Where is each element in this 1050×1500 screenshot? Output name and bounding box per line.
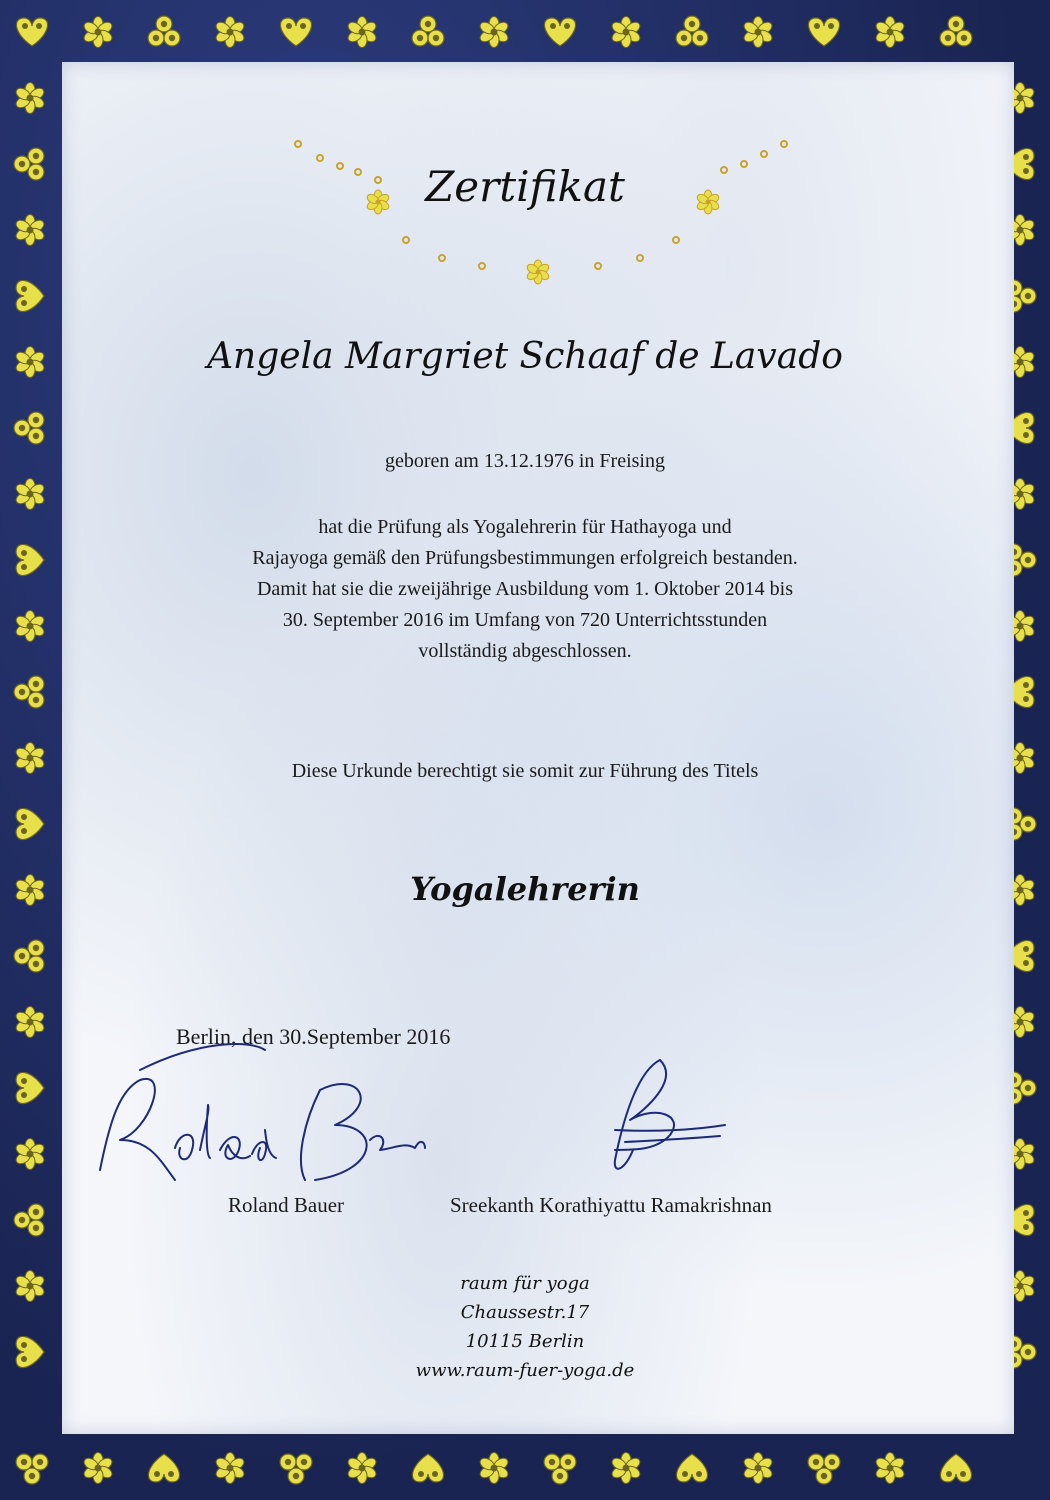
gold-flower — [526, 260, 551, 284]
knot-ornament — [14, 412, 44, 444]
heart-ornament — [940, 1454, 971, 1482]
flower-ornament — [82, 17, 114, 48]
knot-ornament — [16, 1454, 48, 1484]
heart-ornament — [412, 1454, 443, 1482]
flower-ornament — [874, 1453, 906, 1484]
signature-sreekanth — [585, 1050, 745, 1180]
birth-line: geboren am 13.12.1976 in Freising — [385, 450, 665, 472]
signature-roland-bauer — [80, 1030, 440, 1200]
heart-ornament — [16, 1072, 44, 1103]
gold-bead — [295, 141, 301, 147]
flower-ornament — [742, 1453, 774, 1484]
flower-ornament — [14, 1007, 46, 1038]
flower-ornament — [346, 17, 378, 48]
flower-ornament — [14, 215, 46, 246]
heart-ornament — [280, 18, 311, 46]
flower-ornament — [610, 17, 642, 48]
body-line: Rajayoga gemäß den Prüfungsbestimmungen erfolgreich bestanden. — [252, 547, 798, 569]
signatory-name: Sreekanth Korathiyattu Ramakrishnan — [450, 1193, 772, 1217]
gold-bead — [595, 263, 601, 269]
title-ornament — [62, 62, 1014, 1434]
certificate-title: Zertifikat — [425, 162, 625, 211]
knot-ornament — [14, 676, 44, 708]
flower-ornament — [82, 1453, 114, 1484]
gold-bead — [403, 237, 409, 243]
flower-ornament — [346, 1453, 378, 1484]
school-street: Chaussestr.17 — [460, 1302, 590, 1323]
recipient-name: Angela Margriet Schaaf de Lavado — [207, 336, 843, 377]
flower-ornament — [478, 1453, 510, 1484]
heart-ornament — [16, 808, 44, 839]
knot-ornament — [280, 1454, 312, 1484]
gold-bead — [761, 151, 767, 157]
signatory-name: Roland Bauer — [228, 1193, 345, 1217]
heart-ornament — [544, 18, 575, 46]
body-line: 30. September 2016 im Umfang von 720 Unterrichtsstunden — [282, 609, 768, 631]
flower-ornament — [214, 1453, 246, 1484]
body-line: hat die Prüfung als Yogalehrerin für Hathayoga und — [318, 516, 732, 538]
flower-ornament — [742, 17, 774, 48]
degree-title: Yogalehrerin — [410, 870, 640, 908]
gold-bead — [439, 255, 445, 261]
gold-bead — [317, 155, 323, 161]
gold-bead — [673, 237, 679, 243]
flower-ornament — [214, 17, 246, 48]
knot-ornament — [14, 1204, 44, 1236]
knot-ornament — [940, 16, 972, 46]
body-line: Damit hat sie die zweijährige Ausbildung vom 1. Oktober 2014 bis — [256, 578, 794, 600]
heart-ornament — [16, 18, 47, 46]
flower-ornament — [14, 83, 46, 114]
school-website: www.raum-fuer-yoga.de — [415, 1360, 635, 1381]
heart-ornament — [676, 1454, 707, 1482]
knot-ornament — [544, 1454, 576, 1484]
gold-bead — [781, 141, 787, 147]
school-name: raum für yoga — [460, 1273, 590, 1294]
knot-ornament — [148, 16, 180, 46]
body-line: vollständig abgeschlossen. — [418, 640, 632, 662]
gold-bead — [637, 255, 643, 261]
school-city: 10115 Berlin — [465, 1331, 585, 1352]
certificate-body — [0, 512, 1050, 667]
flower-ornament — [478, 17, 510, 48]
heart-ornament — [808, 18, 839, 46]
flower-ornament — [874, 17, 906, 48]
entitlement-line: Diese Urkunde berechtigt sie somit zur Führung des Titels — [291, 760, 759, 782]
flower-ornament — [610, 1453, 642, 1484]
gold-bead — [479, 263, 485, 269]
knot-ornament — [14, 940, 44, 972]
knot-ornament — [412, 16, 444, 46]
flower-ornament — [14, 479, 46, 510]
knot-ornament — [676, 16, 708, 46]
flower-ornament — [14, 1139, 46, 1170]
school-address — [0, 1269, 1050, 1385]
place-date: Berlin, den 30.September 2016 — [176, 1024, 451, 1049]
heart-ornament — [148, 1454, 179, 1482]
heart-ornament — [16, 280, 44, 311]
knot-ornament — [808, 1454, 840, 1484]
